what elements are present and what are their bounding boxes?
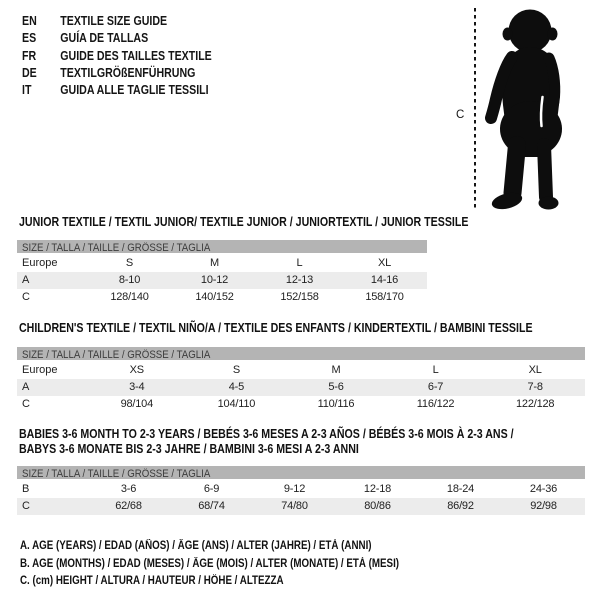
table-title-line: BABIES 3-6 MONTH TO 2-3 YEARS / BEBÉS 3-6 MESES A 2-3 AÑOS / BÉBÉS 3-6 MOIS À 2-3 ANS / xyxy=(19,427,514,441)
row-cell: 80/86 xyxy=(364,500,391,512)
table-header-band xyxy=(17,240,427,255)
row-cell: 140/152 xyxy=(195,291,234,303)
table-header-band xyxy=(17,347,585,362)
row-cell: 74/80 xyxy=(281,500,308,512)
language-code: ES xyxy=(22,31,37,46)
language-label: TEXTILGRÖßENFÜHRUNG xyxy=(60,65,196,80)
table-row xyxy=(17,272,427,289)
table-title-line: JUNIOR TEXTILE / TEXTIL JUNIOR/ TEXTILE JUNIOR / JUNIORTEXTIL / JUNIOR TESSILE xyxy=(19,215,469,229)
row-cell: 18-24 xyxy=(446,483,475,495)
size-table-section-babies xyxy=(17,427,585,515)
row-cell: 3-6 xyxy=(120,483,137,495)
size-table-section-junior xyxy=(17,215,469,306)
row-cell: XL xyxy=(377,257,392,269)
baby-silhouette-icon xyxy=(482,5,582,210)
language-label: GUIDE DES TAILLES TEXTILE xyxy=(60,48,212,63)
table-title xyxy=(19,215,469,230)
table-header-label: SIZE / TALLA / TAILLE / GRÖSSE / TAGLIA xyxy=(22,468,211,480)
row-cell: 98/104 xyxy=(120,398,154,410)
table-row xyxy=(17,481,585,498)
table-title xyxy=(19,427,585,457)
language-code: IT xyxy=(22,83,32,98)
language-row xyxy=(22,48,362,65)
table-header-label: SIZE / TALLA / TAILLE / GRÖSSE / TAGLIA xyxy=(22,349,211,361)
language-code: DE xyxy=(22,65,37,80)
height-measure-label: C xyxy=(456,109,465,121)
row-cell: 158/170 xyxy=(365,291,404,303)
row-label: Europe xyxy=(22,364,58,376)
language-row xyxy=(22,82,362,99)
language-row xyxy=(22,65,362,82)
row-cell: 7-8 xyxy=(527,381,543,393)
row-cell: 24-36 xyxy=(529,483,558,495)
table-header-label: SIZE / TALLA / TAILLE / GRÖSSE / TAGLIA xyxy=(22,242,211,254)
row-cell: 9-12 xyxy=(283,483,306,495)
size-table xyxy=(17,466,585,515)
row-cell: L xyxy=(432,364,439,376)
row-cell: XL xyxy=(528,364,542,376)
language-title-list xyxy=(22,13,422,99)
row-label: A xyxy=(22,381,30,393)
language-label: GUÍA DE TALLAS xyxy=(60,31,149,46)
row-cell: 152/158 xyxy=(280,291,319,303)
row-cell: 68/74 xyxy=(198,500,225,512)
table-title-line: BABYS 3-6 MONATE BIS 2-3 JAHRE / BAMBINI 3-6 MESI A 2-3 ANNI xyxy=(19,442,359,456)
row-cell: S xyxy=(232,364,240,376)
row-cell: 116/122 xyxy=(416,398,455,410)
row-cell: 3-4 xyxy=(129,381,145,393)
table-row xyxy=(17,396,585,413)
row-cell: 6-9 xyxy=(203,483,220,495)
row-cell: 6-7 xyxy=(427,381,444,393)
row-label: C xyxy=(22,500,30,512)
size-table xyxy=(17,240,427,306)
footnote: A. AGE (YEARS) / EDAD (AÑOS) / ÂGE (ANS) / ALTER (JAHRE) / ETÀ (ANNI) xyxy=(20,540,372,552)
size-table xyxy=(17,347,585,413)
row-cell: 12-18 xyxy=(363,483,392,495)
table-title xyxy=(19,321,585,336)
row-cell: 8-10 xyxy=(118,274,141,286)
row-cell: 5-6 xyxy=(328,381,344,393)
baby-height-figure xyxy=(450,5,595,215)
size-table-section-children xyxy=(17,321,585,413)
row-cell: 122/128 xyxy=(515,398,555,410)
table-row xyxy=(17,289,427,306)
table-row xyxy=(17,379,585,396)
row-cell: 14-16 xyxy=(370,274,399,286)
language-label: TEXTILE SIZE GUIDE xyxy=(60,14,168,28)
row-cell: M xyxy=(331,364,341,376)
row-cell: 104/110 xyxy=(217,398,256,410)
row-cell: 110/116 xyxy=(317,398,355,410)
row-cell: 4-5 xyxy=(228,381,245,393)
row-cell: 12-13 xyxy=(285,274,314,286)
row-cell: 86/92 xyxy=(447,500,474,512)
row-cell: M xyxy=(210,257,219,269)
language-code: FR xyxy=(22,48,37,63)
table-row xyxy=(17,498,585,515)
language-row xyxy=(22,30,362,47)
table-row xyxy=(17,255,427,272)
language-label: GUIDA ALLE TAGLIE TESSILI xyxy=(60,83,209,98)
row-cell: 10-12 xyxy=(200,274,229,286)
row-cell: XS xyxy=(129,364,144,376)
table-header-band xyxy=(17,466,585,481)
row-cell: S xyxy=(125,257,134,269)
row-label: C xyxy=(22,398,30,410)
row-cell: 92/98 xyxy=(530,500,557,512)
footnote: B. AGE (MONTHS) / EDAD (MESES) / ÂGE (MOIS) / ALTER (MONATE) / ETÀ (MESI) xyxy=(20,557,400,570)
row-label: C xyxy=(22,291,30,303)
row-cell: 62/68 xyxy=(115,500,142,512)
language-code: EN xyxy=(22,14,37,28)
row-label: Europe xyxy=(22,257,58,269)
height-measure-line xyxy=(474,8,476,209)
footnote: C. (cm) HEIGHT / ALTURA / HAUTEUR / HÖHE / ALTEZZA xyxy=(20,575,284,587)
table-row xyxy=(17,362,585,379)
row-cell: L xyxy=(296,257,303,269)
row-cell: 128/140 xyxy=(110,291,149,303)
row-label: A xyxy=(22,274,30,286)
row-label: B xyxy=(22,483,30,495)
language-row xyxy=(22,13,362,30)
footnote-list xyxy=(20,538,600,591)
table-title-line: CHILDREN'S TEXTILE / TEXTIL NIÑO/A / TEXTILE DES ENFANTS / KINDERTEXTIL / BAMBINI TESSILE xyxy=(19,321,533,335)
